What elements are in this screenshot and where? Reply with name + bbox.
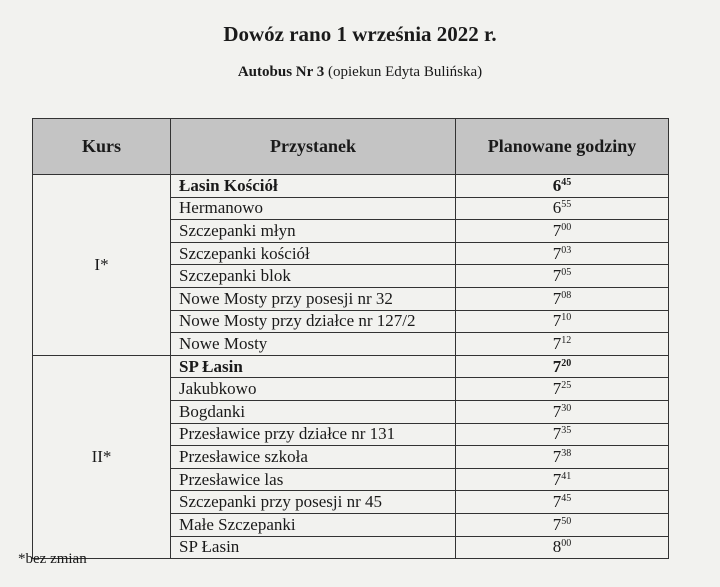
footnote: *bez zmian: [18, 551, 87, 567]
time-hour: 7: [552, 469, 562, 489]
stop-cell: Szczepanki przy posesji nr 45: [171, 491, 456, 514]
time-hour: 7: [552, 288, 562, 308]
time-cell: [456, 400, 669, 423]
column-header-godziny: Planowane godziny: [456, 119, 669, 175]
stop-cell: Szczepanki blok: [171, 265, 456, 288]
column-header-przystanek: Przystanek: [171, 119, 456, 175]
stop-cell: SP Łasin: [171, 355, 456, 378]
time-hour: 7: [552, 220, 562, 240]
stop-cell: SP Łasin: [171, 536, 456, 559]
time-hour: 7: [552, 333, 562, 353]
time-cell: [456, 220, 669, 243]
time-cell: [456, 310, 669, 333]
time-minutes: 03: [561, 244, 572, 256]
stop-cell: Przesławice las: [171, 468, 456, 491]
time-minutes: 30: [561, 402, 572, 414]
time-cell: [456, 287, 669, 310]
time-hour: 7: [552, 446, 562, 466]
stop-cell: Łasin Kościół: [171, 175, 456, 198]
time-minutes: 12: [561, 334, 572, 346]
time-hour: 7: [552, 401, 562, 421]
bus-subtitle: [0, 64, 720, 81]
time-cell: [456, 175, 669, 198]
time-cell: [456, 491, 669, 514]
stop-cell: Przesławice szkoła: [171, 446, 456, 469]
time-hour: 6: [552, 198, 562, 218]
time-minutes: 35: [561, 425, 572, 437]
time-hour: 7: [552, 243, 562, 263]
time-cell: [456, 197, 669, 220]
bus-number: Autobus Nr 3: [237, 64, 325, 80]
time-hour: 7: [552, 266, 562, 286]
time-minutes: 08: [561, 289, 572, 301]
column-header-kurs: Kurs: [33, 119, 171, 175]
schedule-body: [33, 175, 669, 559]
stop-cell: Szczepanki młyn: [171, 220, 456, 243]
time-hour: 7: [552, 379, 562, 399]
time-hour: 8: [552, 537, 562, 557]
time-minutes: 45: [561, 176, 572, 188]
table-row: [33, 355, 669, 378]
time-minutes: 20: [561, 357, 572, 369]
stop-cell: Małe Szczepanki: [171, 513, 456, 536]
time-hour: 7: [552, 514, 562, 534]
time-minutes: 38: [561, 447, 572, 459]
schedule-table: [32, 118, 669, 559]
stop-cell: Nowe Mosty: [171, 333, 456, 356]
stop-cell: Przesławice przy działce nr 131: [171, 423, 456, 446]
stop-cell: Jakubkowo: [171, 378, 456, 401]
time-cell: [456, 446, 669, 469]
time-cell: [456, 423, 669, 446]
time-minutes: 10: [561, 312, 572, 324]
stop-cell: Szczepanki kościół: [171, 242, 456, 265]
time-minutes: 55: [561, 199, 572, 211]
time-minutes: 50: [561, 515, 572, 527]
stop-cell: Nowe Mosty przy posesji nr 32: [171, 287, 456, 310]
time-cell: [456, 265, 669, 288]
kurs-cell: I*: [33, 175, 171, 356]
table-row: [33, 175, 669, 198]
time-cell: [456, 355, 669, 378]
table-header-row: [33, 119, 669, 175]
stop-cell: Bogdanki: [171, 400, 456, 423]
time-hour: 7: [552, 424, 562, 444]
time-hour: 7: [552, 492, 562, 512]
time-minutes: 00: [561, 538, 572, 550]
time-minutes: 25: [561, 380, 572, 392]
stop-cell: Nowe Mosty przy działce nr 127/2: [171, 310, 456, 333]
time-cell: [456, 468, 669, 491]
time-minutes: 05: [561, 267, 572, 279]
time-hour: 6: [552, 175, 562, 195]
time-cell: [456, 333, 669, 356]
time-hour: 7: [552, 356, 562, 376]
time-cell: [456, 513, 669, 536]
time-cell: [456, 242, 669, 265]
time-cell: [456, 536, 669, 559]
time-hour: 7: [552, 311, 562, 331]
guardian-name: (opiekun Edyta Bulińska): [328, 64, 483, 80]
time-minutes: 41: [561, 470, 572, 482]
time-minutes: 45: [561, 493, 572, 505]
time-minutes: 00: [561, 221, 572, 233]
time-cell: [456, 378, 669, 401]
stop-cell: Hermanowo: [171, 197, 456, 220]
page-title: Dowóz rano 1 września 2022 r.: [223, 22, 497, 46]
kurs-cell: II*: [33, 355, 171, 558]
